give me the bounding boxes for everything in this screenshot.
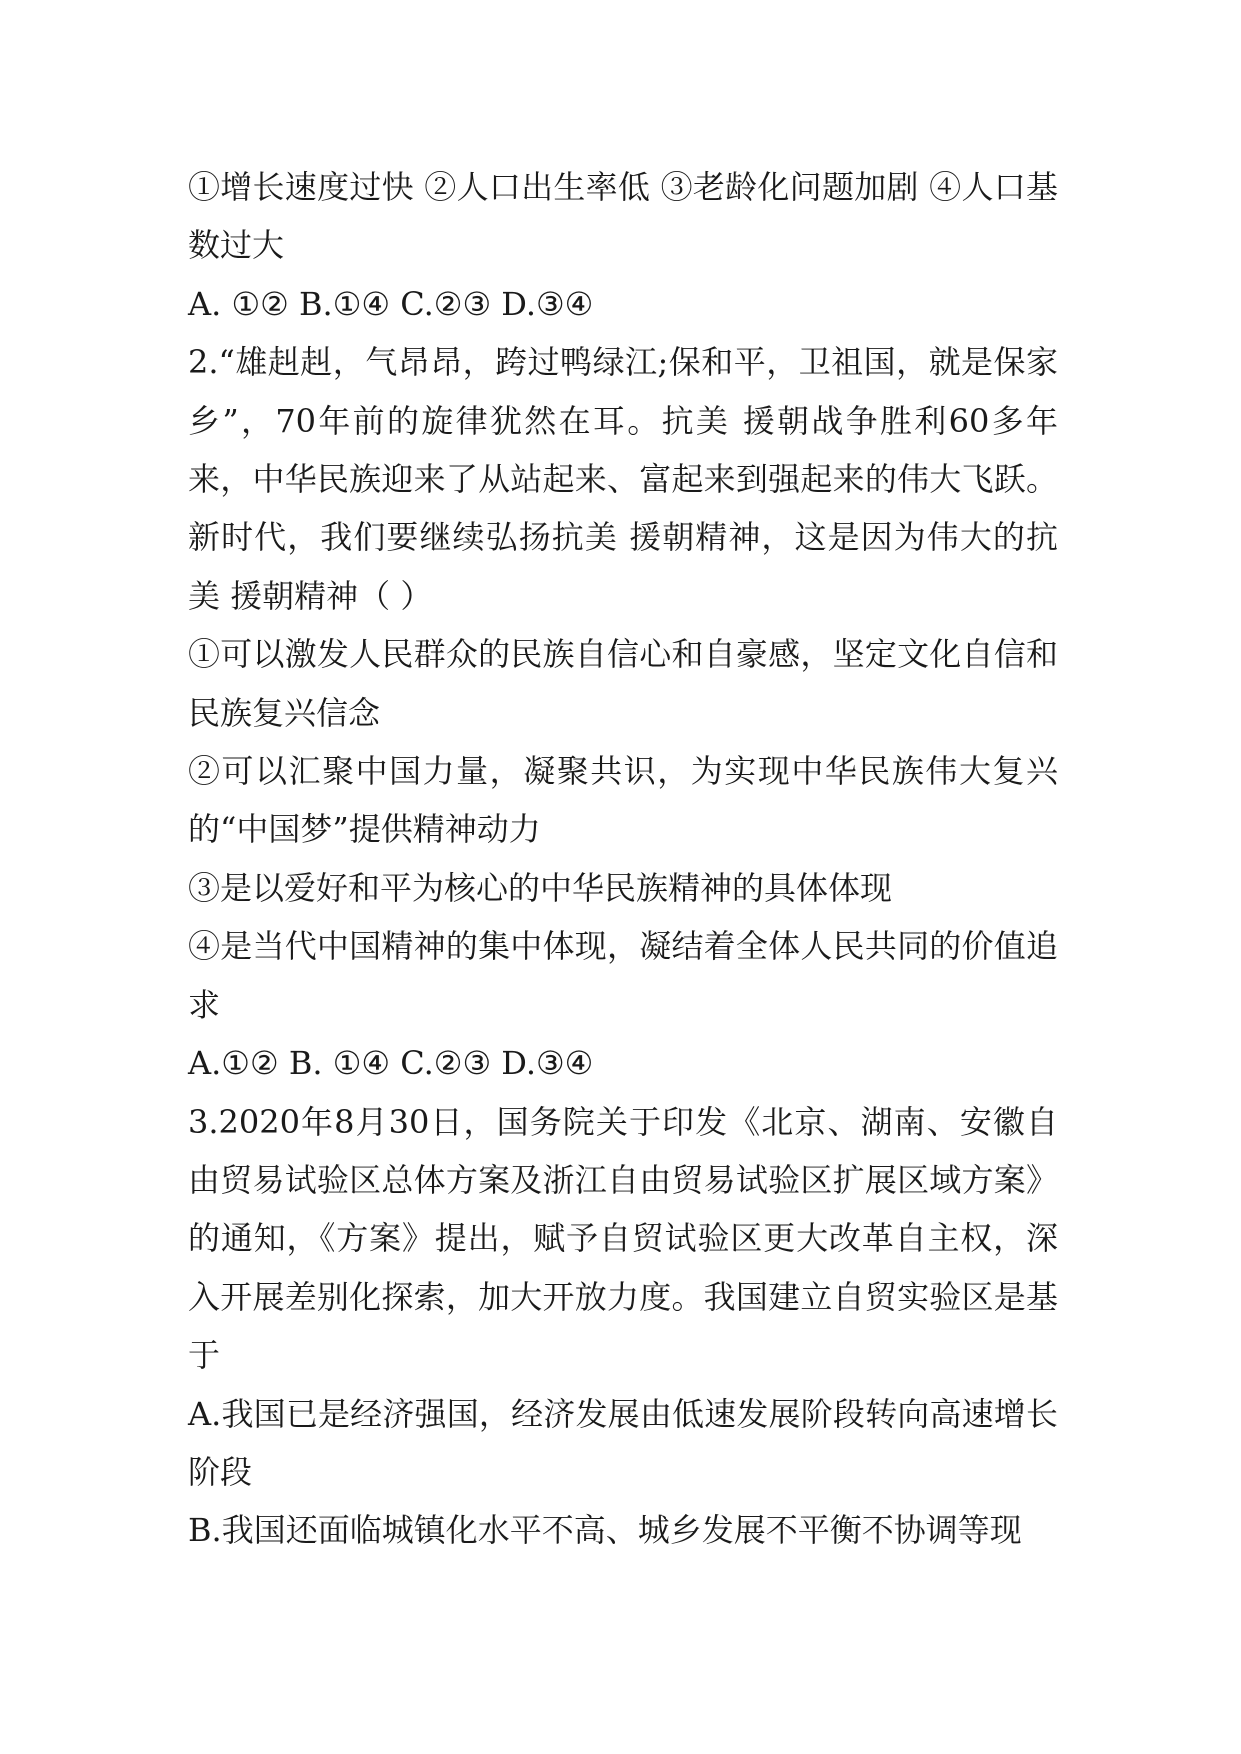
q1-answer-choices: A. ①② B.①④ C.②③ D.③④ [188,284,594,323]
q2-option-2: ②可以汇聚中国力量，凝聚共识，为实现中华民族伟大复兴的“中国梦”提供精神动力 [188,752,1058,849]
q2-stem: 2.“雄赳赳，气昂昂，跨过鸭绿江;保和平，卫祖国，就是保家乡”，70年前的旋律犹然在耳。抗美 援朝战争胜利60多年来，中华民族迎来了从站起来、富起来到强起来的伟大飞跃。新时代，我们要继续弘扬抗美 援朝精神，这是因为伟大的抗美 援朝精神（ ） [188,343,1058,615]
q3-stem: 3.2020年8月30日，国务院关于印发《北京、湖南、安徽自由贸易试验区总体方案及浙江自由贸易试验区扩展区域方案》的通知，《方案》提出，赋予自贸试验区更大改革自主权，深入开展差别化探索，加大开放力度。我国建立自贸实验区是基于 [188,1102,1058,1375]
q3-option-b: B.我国还面临城镇化水平不高、城乡发展不平衡不协调等现 [188,1511,1022,1550]
q2-option-3: ③是以爱好和平为核心的中华民族精神的具体体现 [188,868,893,907]
q1-options-text: ①增长速度过快 ②人口出生率低 ③老龄化问题加剧 ④人口基数过大 [188,168,1058,265]
document-page [188,158,1058,1560]
q2-answer-choices: A.①② B. ①④ C.②③ D.③④ [188,1044,594,1083]
q3-option-a: A.我国已是经济强国，经济发展由低速发展阶段转向高速增长阶段 [188,1394,1058,1491]
q2-option-4: ④是当代中国精神的集中体现，凝结着全体人民共同的价值追求 [188,927,1058,1024]
q2-option-1: ①可以激发人民群众的民族自信心和自豪感，坚定文化自信和民族复兴信念 [188,635,1058,732]
